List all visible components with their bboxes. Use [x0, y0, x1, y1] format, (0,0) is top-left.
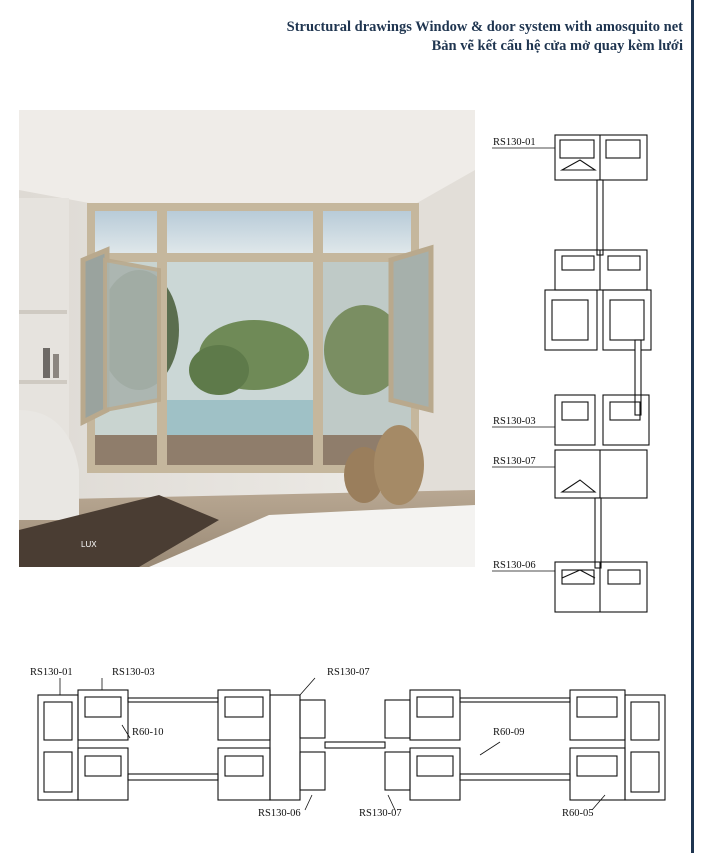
label-rs130-06-vertical: RS130-06: [493, 560, 536, 571]
label-r60-09: R60-09: [493, 727, 525, 738]
interior-window-photo: [19, 110, 475, 567]
horizontal-section-drawing: [30, 670, 680, 820]
room-illustration: [19, 110, 475, 567]
label-rs130-03-horizontal: RS130-03: [112, 667, 155, 678]
label-rs130-07-vertical: RS130-07: [493, 456, 536, 467]
label-rs130-07-horizontal-top: RS130-07: [327, 667, 370, 678]
label-r60-05: R60-05: [562, 808, 594, 819]
title-vietnamese: Bản vẽ kết cấu hệ cửa mở quay kèm lưới: [431, 38, 683, 54]
title-english: Structural drawings Window & door system with amosquito net: [286, 19, 683, 35]
label-r60-10: R60-10: [132, 727, 164, 738]
label-rs130-03-vertical: RS130-03: [493, 416, 536, 427]
book-cover-text: LUX: [81, 540, 97, 549]
label-rs130-01-vertical: RS130-01: [493, 137, 536, 148]
label-rs130-07-horizontal-bottom: RS130-07: [359, 808, 402, 819]
vertical-section-drawing: [540, 130, 670, 620]
label-rs130-06-horizontal: RS130-06: [258, 808, 301, 819]
label-rs130-01-horizontal: RS130-01: [30, 667, 73, 678]
right-border-bar: [691, 0, 694, 853]
